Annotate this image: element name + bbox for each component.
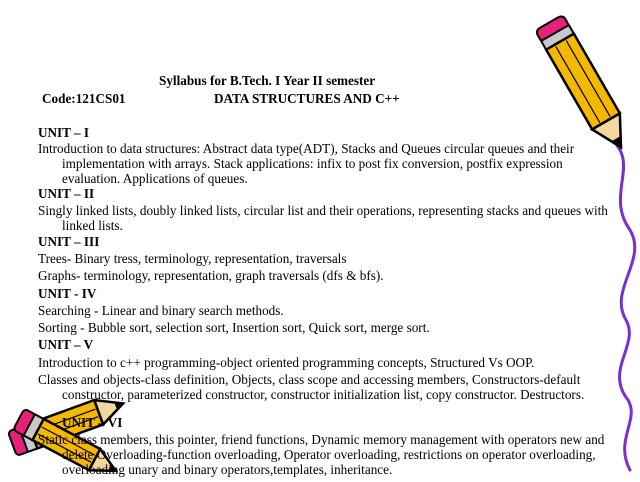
unit-3-line-2: Graphs- terminology, representation, graph traversals (dfs & bfs). xyxy=(38,268,384,283)
course-code: Code:121CS01 xyxy=(42,91,126,106)
unit-3-line-1: Trees- Binary tress, terminology, representation, traversals xyxy=(38,251,347,266)
course-subject: DATA STRUCTURES AND C++ xyxy=(214,91,400,106)
unit-1-heading: UNIT – I xyxy=(38,125,90,140)
unit-6-heading: UNIT – VI xyxy=(62,415,123,430)
unit-5-line-2: Classes and objects-class definition, Objects, class scope and accessing members, Constructors-default constructor, parameterized constructor, constructor initialization list, copy constructor. Destructors. xyxy=(38,372,585,402)
unit-4-line-2: Sorting - Bubble sort, selection sort, Insertion sort, Quick sort, merge sort. xyxy=(38,320,430,335)
unit-2-heading: UNIT – II xyxy=(38,186,95,201)
unit-4-heading: UNIT - IV xyxy=(38,286,97,301)
unit-5-line-1: Introduction to c++ programming-object oriented programming concepts, Structured Vs OOP. xyxy=(38,355,535,370)
unit-4-line-1: Searching - Linear and binary search methods. xyxy=(38,303,284,318)
unit-5-heading: UNIT – V xyxy=(38,337,94,352)
syllabus-title: Syllabus for B.Tech. I Year II semester xyxy=(159,73,376,88)
unit-2-text: Singly linked lists, doubly linked lists, circular list and their operations, representing stacks and queues with linked lists. xyxy=(38,203,608,233)
unit-6-text: Static class members, this pointer, friend functions, Dynamic memory management with operators new and delete.Overloading-function overloading, Operator overloading, restrictions on operator overloading, overloading unary and binary operators,templates, inheritance. xyxy=(38,432,605,477)
unit-1-text: Introduction to data structures: Abstract data type(ADT), Stacks and Queues circular queues and their implementation with arrays. Stack applications: infix to post fix conversion, postfix expression evaluation. Applications of queues. xyxy=(38,141,575,186)
unit-3-heading: UNIT – III xyxy=(38,234,100,249)
